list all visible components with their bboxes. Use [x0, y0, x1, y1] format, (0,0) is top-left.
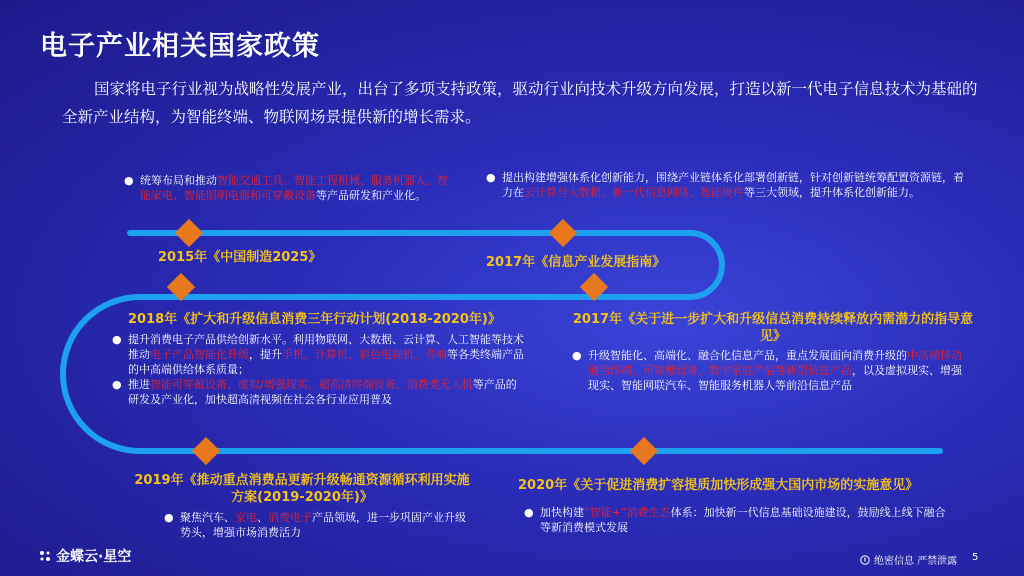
milestone-2019-label: [128, 472, 476, 506]
note-text: 等三大领域，提升体系化创新能力。: [744, 186, 920, 199]
milestone-2017b-label: [568, 311, 978, 345]
bullet-icon: ●: [112, 333, 122, 346]
note-2015: [124, 173, 452, 203]
milestone-2018-label: [128, 311, 501, 328]
policy-doc: 《扩大和升级信息消费三年行动计划(2018-2020年)》: [177, 312, 501, 327]
year: 2018年: [128, 312, 178, 327]
note-text: 提出构建增强体系化创新能力，围绕产业链体系化部署创新链，针对创新链统筹配置资源链，着力在: [502, 171, 964, 199]
diamond-2020: [630, 437, 658, 465]
year: 2017年: [486, 255, 536, 270]
note-2020: [524, 505, 952, 535]
logo-icon: [38, 549, 52, 563]
bullet-icon: ●: [486, 171, 496, 184]
note-text: 体系：加快新一代信息基础设施建设，鼓励线上线下融合等新消费模式发展: [540, 506, 946, 534]
note-text: 升级智能化、高端化、融合化信息产品，重点发展面向消费升级的: [588, 349, 907, 362]
bullet-icon: ●: [124, 174, 134, 187]
note-highlight: 消费电子: [268, 511, 312, 524]
note-2019: [164, 510, 470, 540]
note-text: 、: [257, 511, 268, 524]
diamond-2017a: [549, 219, 577, 247]
page-number: 5: [972, 552, 979, 563]
policy-doc: 《信息产业发展指南》: [535, 255, 666, 270]
note-highlight: 手机、计算机、彩色电视机、音响: [282, 348, 447, 361]
note-text: ，提升: [249, 348, 282, 361]
milestone-2015-label: [158, 249, 321, 266]
note-text: 等产品研发和产业化。: [316, 189, 426, 202]
lock-icon: [860, 555, 870, 565]
note-highlight: 中高端移动通信终端、可穿戴设备、数字家庭产品等新型信息产品: [588, 349, 962, 377]
diamond-2015: [175, 219, 203, 247]
page-title: 电子产业相关国家政策: [40, 31, 320, 62]
intro-paragraph: 国家将电子行业视为战略性发展产业，出台了多项支持政策，驱动行业向技术升级方向发展，打造以新一代电子信息技术为基础的全新产业结构，为智能终端、物联网场景提供新的增长需求。: [62, 80, 978, 126]
note-2018: [112, 332, 526, 407]
milestone-2017a-label: [486, 254, 665, 271]
note-highlight: 智能交通工具、智能工程机械、服务机器人、智能家电、智能照明电器和可穿戴设备: [140, 174, 448, 202]
note-2017b: [572, 348, 970, 393]
note-2017a: [486, 170, 968, 200]
bullet-icon: ●: [524, 506, 534, 519]
note-text: 加快构建: [540, 506, 584, 519]
note-text: 统筹布局和推动: [140, 174, 217, 187]
bullet-icon: ●: [164, 511, 174, 524]
note-highlight: 家电: [235, 511, 257, 524]
note-highlight: 云计算与大数据、新一代信息网络、智能硬件: [524, 186, 744, 199]
year: 2019年: [134, 473, 184, 488]
policy-doc: 《中国制造2025》: [207, 250, 322, 265]
year: 2017年: [572, 312, 623, 327]
note-text: 提升消费电子产品供给创新水平。利用物联网、大数据、云计算、人工智能等技术推动: [128, 333, 524, 361]
confidential-text: 绝密信息 严禁泄露: [874, 556, 958, 567]
note-highlight: 智能可穿戴设备、虚拟/增强现实、超高清终端设备、消费类无人机: [150, 378, 473, 391]
policy-doc: 《关于促进消费扩容提质加快形成强大国内市场的实施意见》: [567, 478, 919, 493]
note-text: 聚焦汽车、: [180, 511, 235, 524]
logo-text: 金蝶云·星空: [56, 549, 132, 565]
note-highlight: “智能+”消费生态: [584, 506, 671, 519]
year: 2020年: [518, 478, 568, 493]
milestone-2020-label: [518, 477, 918, 494]
note-text: 等各类终端产品的中高端供给体系质量；: [128, 348, 524, 376]
note-highlight: 电子产品智能化升级: [150, 348, 249, 361]
policy-doc: 《关于进一步扩大和升级信总消费持续释放内需潜力的指导意见》: [622, 312, 974, 344]
bullet-icon: ●: [572, 349, 582, 362]
diamond-2019: [192, 437, 220, 465]
brand-logo: [38, 546, 131, 566]
note-text: ，以及虚拟现实、增强现实、智能网联汽车、智能服务机器人等前沿信息产品: [588, 364, 962, 392]
confidential-notice: [860, 552, 957, 567]
year: 2015年: [158, 250, 208, 265]
note-text: 推进: [128, 378, 150, 391]
note-text: 产品领域，进一步巩固产业升级势头，增强市场消费活力: [180, 511, 466, 539]
policy-doc: 《推动重点消费品更新升级畅通资源循环利用实施方案(2019-2020年)》: [183, 473, 470, 505]
note-text: 等产品的研发及产业化，加快超高清视频在社会各行业应用普及: [128, 378, 517, 406]
bullet-icon: ●: [112, 378, 122, 391]
